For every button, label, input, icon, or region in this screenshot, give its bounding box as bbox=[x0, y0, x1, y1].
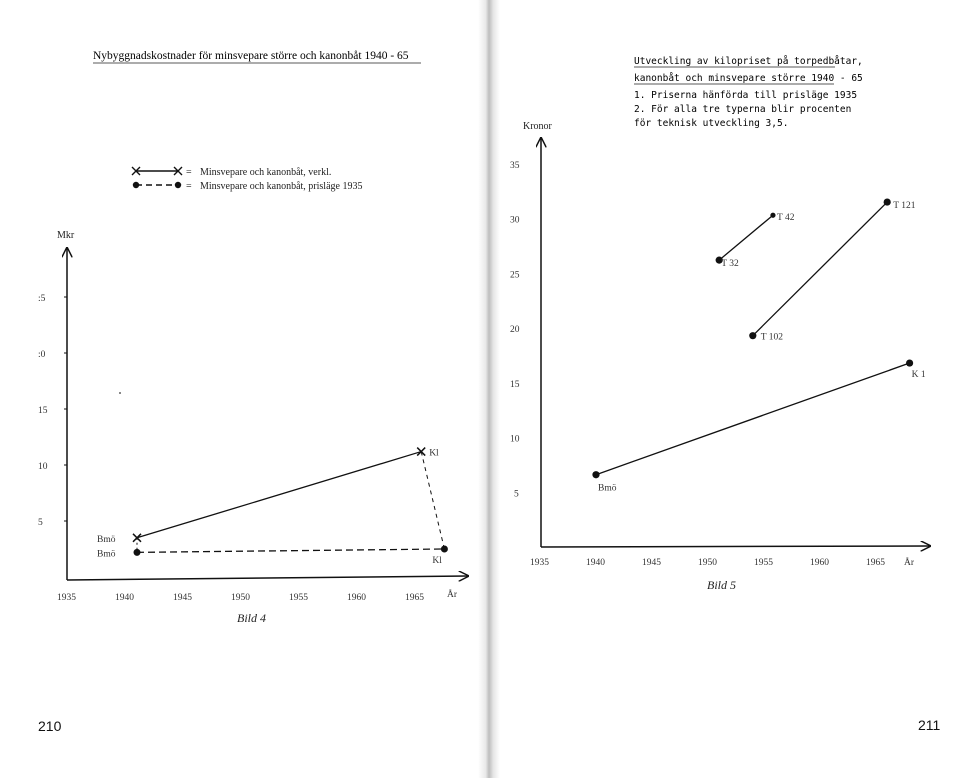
y-tick-label-4: 25 bbox=[510, 270, 520, 281]
x-tick-label-1: 1940 bbox=[115, 593, 134, 603]
series-1-point-label-0: Bmö bbox=[97, 549, 116, 560]
note-3: för teknisk utveckling 3,5. bbox=[634, 118, 789, 129]
series-1-line bbox=[753, 202, 887, 336]
note-2: 2. För alla tre typerna blir procenten bbox=[634, 104, 852, 115]
x-axis-label: År bbox=[904, 558, 915, 568]
x-axis bbox=[67, 576, 468, 580]
series-0-line bbox=[719, 215, 773, 260]
left-legend bbox=[132, 167, 362, 192]
x-tick-label-6: 1965 bbox=[405, 593, 424, 603]
x-tick-label-4: 1955 bbox=[754, 558, 773, 568]
y-tick-label-5: 30 bbox=[510, 215, 520, 226]
series-2-point-0 bbox=[592, 471, 599, 478]
chart-bild-5 bbox=[510, 121, 930, 568]
x-tick-label-5: 1960 bbox=[810, 558, 829, 568]
y-tick-label-0: 5 bbox=[38, 518, 43, 528]
x-tick-label-5: 1960 bbox=[347, 593, 366, 603]
y-tick-label-4: :5 bbox=[38, 294, 46, 304]
x-tick-label-0: 1935 bbox=[530, 558, 549, 568]
x-tick-label-4: 1955 bbox=[289, 593, 308, 603]
x-tick-label-3: 1950 bbox=[231, 593, 250, 603]
x-tick-label-0: 1935 bbox=[57, 593, 76, 603]
right-page bbox=[510, 56, 941, 733]
x-tick-label-2: 1945 bbox=[173, 593, 192, 603]
legend-label-1935: Minsvepare och kanonbåt, prisläge 1935 bbox=[200, 181, 363, 192]
series-0-point-label-0: T 32 bbox=[721, 259, 739, 270]
connector-1 bbox=[421, 452, 444, 549]
page-number-210: 210 bbox=[38, 718, 62, 734]
x-tick-label-3: 1950 bbox=[698, 558, 717, 568]
x-axis-label: År bbox=[447, 590, 458, 600]
x-tick-label-2: 1945 bbox=[642, 558, 661, 568]
x-axis bbox=[541, 546, 930, 547]
left-page-title: Nybyggnadskostnader för minsvepare större och kanonbåt 1940 - 65 bbox=[93, 50, 409, 62]
right-title-line-1: Utveckling av kilopriset på torpedbåtar, bbox=[634, 56, 863, 67]
series-2-point-1 bbox=[906, 359, 913, 366]
y-tick-label-1: 10 bbox=[38, 462, 48, 472]
series-0-point-label-1: Kl bbox=[429, 448, 439, 459]
left-page bbox=[38, 49, 468, 734]
stray-speck bbox=[119, 392, 121, 394]
series-2-point-label-0: Bmö bbox=[598, 483, 617, 494]
svg-text:=: = bbox=[186, 167, 192, 178]
legend-solid-cross-icon bbox=[132, 167, 182, 175]
y-tick-label-3: 20 bbox=[510, 325, 520, 335]
series-0-line bbox=[137, 452, 421, 538]
y-axis-label: Mkr bbox=[57, 230, 75, 241]
series-0-point-1 bbox=[770, 213, 775, 218]
x-tick-label-6: 1965 bbox=[866, 558, 885, 568]
caption-bild-4: Bild 4 bbox=[237, 611, 266, 625]
series-2-point-label-1: K 1 bbox=[911, 370, 926, 381]
series-1-point-label-0: T 102 bbox=[760, 332, 784, 343]
series-1-point-0 bbox=[749, 332, 756, 339]
note-1: 1. Priserna hänförda till prisläge 1935 bbox=[634, 90, 858, 101]
y-tick-label-6: 35 bbox=[510, 160, 520, 171]
y-axis-label: Kronor bbox=[523, 121, 552, 132]
series-2-line bbox=[596, 363, 910, 475]
series-0-point-label-1: T 42 bbox=[776, 213, 795, 224]
x-tick-label-1: 1940 bbox=[586, 558, 605, 568]
right-title-line-2: kanonbåt och minsvepare större 1940 - 65 bbox=[634, 73, 863, 84]
series-1-line bbox=[137, 549, 444, 552]
series-1-point-label-1: T 121 bbox=[893, 201, 916, 212]
right-notes bbox=[634, 90, 857, 129]
chart-bild-4 bbox=[38, 230, 468, 603]
y-tick-label-0: 5 bbox=[514, 489, 519, 500]
right-page-title bbox=[634, 56, 863, 84]
page-number-211: 211 bbox=[918, 717, 941, 733]
series-0-point-label-0: Bmö bbox=[97, 534, 116, 545]
series-1-point-1 bbox=[884, 198, 891, 205]
y-tick-label-3: :0 bbox=[38, 350, 46, 360]
svg-text:=: = bbox=[186, 181, 192, 192]
legend-label-actual: Minsvepare och kanonbåt, verkl. bbox=[200, 167, 332, 178]
legend-dashed-dot-icon bbox=[133, 182, 181, 188]
series-1-point-label-1: Kl bbox=[432, 556, 442, 566]
y-tick-label-2: 15 bbox=[510, 379, 520, 390]
y-tick-label-1: 10 bbox=[510, 434, 520, 445]
y-tick-label-2: 15 bbox=[38, 406, 48, 416]
caption-bild-5: Bild 5 bbox=[707, 578, 736, 592]
